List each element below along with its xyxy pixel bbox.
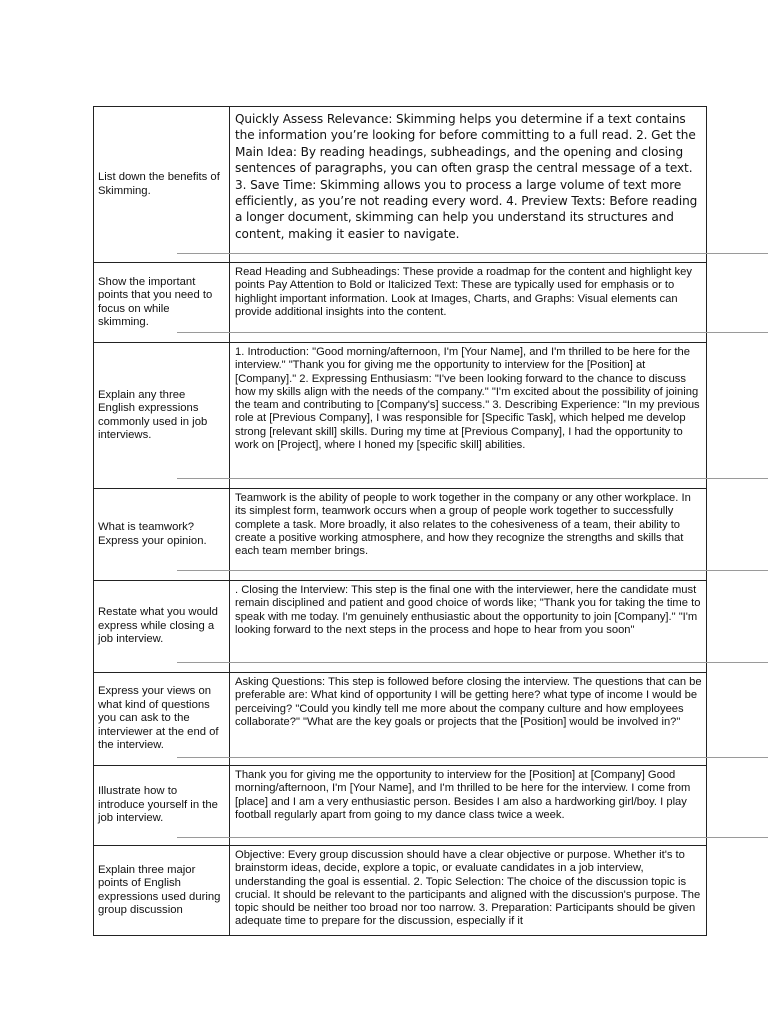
answer-cell xyxy=(230,343,707,489)
question-text: What is teamwork? Express your opinion. xyxy=(98,521,207,547)
row-separator-line xyxy=(177,570,768,571)
row-separator-line xyxy=(177,332,768,333)
row-separator-line xyxy=(177,253,768,254)
answer-text: 1. Introduction: "Good morning/afternoon, I'm [Your Name], and I'm thrilled to be here for the interview." "Thank you for giving me the opportunity to interview for the [Position] at [Company]." 2. Expressing Enthusiasm: "I've been looking forward to the chance to discuss how my skills align with the needs of the company." "I'm excited about the possibility of joining the team and contributing to [Company's] success." 3. Describing Experience: "In my previous role at [Previous Company], I was responsible for [Specific Task], which helped me develop strong [relevant skill] skills. During my time at [Previous Company], I had the opportunity to work on [Project], where I honed my [specific skill] abilities. xyxy=(235,346,700,452)
question-text: Explain three major points of English expressions used during group discussion xyxy=(98,863,221,916)
answer-cell xyxy=(230,581,707,673)
answer-text: Objective: Every group discussion should have a clear objective or purpose. Whether it's to brainstorm ideas, decide, explore a topic, or evaluate candidates in a job interview, understanding the goal is essential. 2. Topic Selection: The choice of the discussion topic is crucial. It should be relevant to the participants and aligned with the discussion's purpose. The topic should be neither too broad nor too narrow. 3. Preparation: Participants should be given adequate time to prepare for the discussion, especially if it xyxy=(235,849,701,928)
table-row xyxy=(94,581,707,673)
answer-cell xyxy=(230,846,707,936)
answer-cell xyxy=(230,107,707,263)
question-text: Show the important points that you need to focus on while skimming. xyxy=(98,275,213,328)
question-cell xyxy=(94,489,230,581)
answer-cell xyxy=(230,489,707,581)
row-separator-line xyxy=(177,837,768,838)
row-separator-line xyxy=(177,478,768,479)
question-text: Explain any three English expressions commonly used in job interviews. xyxy=(98,388,208,441)
question-cell xyxy=(94,581,230,673)
row-separator-line xyxy=(177,757,768,758)
table-row xyxy=(94,263,707,343)
answer-text: Read Heading and Subheadings: These provide a roadmap for the content and highlight key points Pay Attention to Bold or Italicized Text: These are typically used for emphasis or to highlight important information. Look at Images, Charts, and Graphs: Visual elements can provide additional insights into the content. xyxy=(235,266,692,318)
table-row xyxy=(94,766,707,846)
qa-table xyxy=(93,106,707,936)
answer-cell xyxy=(230,263,707,343)
question-text: Restate what you would express while closing a job interview. xyxy=(98,606,218,646)
question-text: Illustrate how to introduce yourself in the job interview. xyxy=(98,785,218,825)
question-cell xyxy=(94,107,230,263)
table-row xyxy=(94,846,707,936)
answer-text: Quickly Assess Relevance: Skimming helps you determine if a text contains the information you’re looking for before committing to a full read. 2. Get the Main Idea: By reading headings, subheadings, and the opening and closing sentences of paragraphs, you can often grasp the central message of a text. 3. Save Time: Skimming allows you to process a large volume of text more efficiently, as you’re not reading every word. 4. Preview Texts: Before reading a longer document, skimming can help you understand its structures and content, making it easier to navigate. xyxy=(235,112,698,241)
answer-text: . Closing the Interview: This step is the final one with the interviewer, here the candidate must remain disciplined and patient and good choice of words like; "Thank you for taking the time to speak with me today. I'm genuinely enthusiastic about the opportunity to join [Company]." "I'm looking forward to the next steps in the process and hope to hear from you soon" xyxy=(235,584,701,636)
question-cell xyxy=(94,846,230,936)
question-cell xyxy=(94,673,230,766)
table-row xyxy=(94,489,707,581)
question-cell xyxy=(94,263,230,343)
question-text: Express your views on what kind of questions you can ask to the interviewer at the end of the interview. xyxy=(98,685,219,752)
answer-text: Teamwork is the ability of people to work together in the company or any other workplace. In its simplest form, teamwork occurs when a group of people work together to successfully complete a task. More broadly, it also relates to the cohesiveness of a team, their ability to create a positive working atmosphere, and how they recognize the strengths and skills that each team member brings. xyxy=(235,492,691,558)
row-separator-line xyxy=(177,662,768,663)
table-row xyxy=(94,343,707,489)
answer-cell xyxy=(230,766,707,846)
question-cell xyxy=(94,766,230,846)
answer-text: Thank you for giving me the opportunity to interview for the [Position] at [Company] Good morning/afternoon, I'm [Your Name], and I'm thrilled to be here for the interview. I come from [place] and I am a very enthusiastic person. Besides I am also a hardworking girl/boy. I play football regularly apart from going to my dance class twice a week. xyxy=(235,769,691,821)
answer-text: Asking Questions: This step is followed before closing the interview. The questions that can be preferable are: What kind of opportunity I will be getting here? what type of income I would be perceiving? "Could you kindly tell me more about the company culture and how employees collaborate?" "What are the key goals or projects that the [Position] would be involved in?" xyxy=(235,676,702,728)
answer-cell xyxy=(230,673,707,766)
question-cell xyxy=(94,343,230,489)
question-text: List down the benefits of Skimming. xyxy=(98,171,220,197)
table-row xyxy=(94,673,707,766)
table-row xyxy=(94,107,707,263)
